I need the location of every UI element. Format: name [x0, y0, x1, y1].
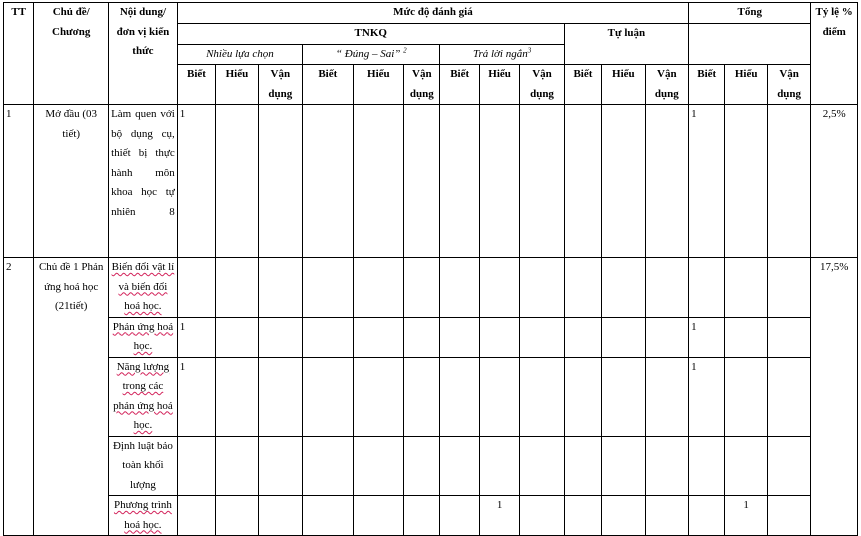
cell — [216, 436, 258, 496]
cell — [216, 357, 258, 436]
cell — [303, 436, 354, 496]
cell — [404, 258, 440, 318]
cell — [303, 105, 354, 258]
cell — [353, 357, 404, 436]
header-total-blank — [689, 24, 811, 65]
cell — [404, 105, 440, 258]
cell — [479, 357, 519, 436]
cell — [520, 357, 564, 436]
cell — [767, 317, 810, 357]
cell — [602, 496, 645, 536]
level-know: Biết — [564, 65, 601, 105]
cell — [404, 357, 440, 436]
table-row — [4, 258, 858, 318]
cell — [479, 436, 519, 496]
cell — [216, 317, 258, 357]
cell — [602, 258, 645, 318]
cell — [258, 258, 302, 318]
cell — [767, 496, 810, 536]
table-row — [4, 105, 858, 258]
row-content: Năng lượng trong các phản ứng hoá học. — [109, 357, 178, 436]
header-content: Nội dung/đơn vị kiến thức — [109, 3, 178, 105]
cell — [216, 105, 258, 258]
cell — [479, 258, 519, 318]
row-content: Phản ứng hoá học. — [109, 317, 178, 357]
cell — [404, 496, 440, 536]
cell — [353, 496, 404, 536]
cell — [645, 105, 689, 258]
level-understand: Hiểu — [602, 65, 645, 105]
header-true-false: “ Đúng – Sai” $^2$ — [303, 44, 440, 65]
cell — [564, 258, 601, 318]
cell — [258, 317, 302, 357]
cell — [767, 105, 810, 258]
cell — [258, 436, 302, 496]
cell: 1 — [177, 357, 215, 436]
cell — [602, 357, 645, 436]
row-content: Định luật bảo toàn khối lượng — [109, 436, 178, 496]
row-ratio: 2,5% — [811, 105, 858, 258]
cell — [564, 105, 601, 258]
header-ratio: Tỷ lệ % điểm — [811, 3, 858, 105]
cell — [767, 258, 810, 318]
cell — [479, 105, 519, 258]
cell — [440, 105, 479, 258]
cell — [479, 317, 519, 357]
header-short-answer: Trả lời ngắn$^3$ — [440, 44, 564, 65]
cell — [520, 317, 564, 357]
header-multiple-choice: Nhiều lựa chọn — [177, 44, 302, 65]
row-topic: Mở đầu (03 tiết) — [34, 105, 109, 258]
level-apply: Vận dụng — [404, 65, 440, 105]
cell — [767, 436, 810, 496]
cell — [258, 105, 302, 258]
cell — [303, 496, 354, 536]
cell: 1 — [725, 496, 767, 536]
cell — [645, 496, 689, 536]
cell — [725, 436, 767, 496]
level-apply: Vận dụng — [645, 65, 689, 105]
cell — [303, 357, 354, 436]
cell — [602, 317, 645, 357]
cell — [564, 357, 601, 436]
table-row — [4, 357, 858, 436]
cell — [440, 436, 479, 496]
header-tt: TT — [4, 3, 34, 105]
level-know: Biết — [689, 65, 725, 105]
cell — [725, 105, 767, 258]
level-know: Biết — [303, 65, 354, 105]
cell — [216, 258, 258, 318]
cell — [177, 258, 215, 318]
cell: 1 — [177, 105, 215, 258]
cell — [303, 258, 354, 318]
cell — [258, 496, 302, 536]
cell — [303, 317, 354, 357]
cell — [767, 357, 810, 436]
cell — [404, 436, 440, 496]
cell — [520, 258, 564, 318]
level-understand: Hiểu — [725, 65, 767, 105]
cell — [353, 436, 404, 496]
cell — [602, 436, 645, 496]
cell: 1 — [689, 317, 725, 357]
cell: 1 — [479, 496, 519, 536]
level-apply: Vận dụng — [767, 65, 810, 105]
cell — [440, 496, 479, 536]
cell: 1 — [689, 357, 725, 436]
row-content: Biến đổi vật lí và biến đổi hoá học. — [109, 258, 178, 318]
row-content: Phương trình hoá học. — [109, 496, 178, 536]
cell: 1 — [177, 317, 215, 357]
header-assessment-level: Mức độ đánh giá — [177, 3, 688, 24]
cell — [440, 317, 479, 357]
cell — [725, 317, 767, 357]
level-know: Biết — [177, 65, 215, 105]
cell — [689, 496, 725, 536]
cell: 1 — [689, 105, 725, 258]
cell — [520, 496, 564, 536]
row-tt: 1 — [4, 105, 34, 258]
cell — [520, 105, 564, 258]
assessment-matrix-table — [3, 2, 858, 536]
cell — [725, 258, 767, 318]
level-understand: Hiểu — [216, 65, 258, 105]
cell — [689, 436, 725, 496]
level-know: Biết — [440, 65, 479, 105]
cell — [689, 258, 725, 318]
level-apply: Vận dụng — [520, 65, 564, 105]
cell — [564, 496, 601, 536]
cell — [258, 357, 302, 436]
cell — [645, 258, 689, 318]
level-understand: Hiểu — [479, 65, 519, 105]
cell — [602, 105, 645, 258]
row-topic: Chủ đề 1 Phản ứng hoá học (21tiết) — [34, 258, 109, 536]
cell — [645, 357, 689, 436]
cell — [177, 496, 215, 536]
cell — [645, 436, 689, 496]
header-row-1 — [4, 3, 858, 24]
cell — [520, 436, 564, 496]
row-content: Làm quen với bộ dụng cụ, thiết bị thực hành môn khoa học tự nhiên 8 — [109, 105, 178, 258]
table-row — [4, 317, 858, 357]
cell — [353, 317, 404, 357]
cell — [404, 317, 440, 357]
cell — [353, 258, 404, 318]
header-total: Tổng — [689, 3, 811, 24]
header-topic: Chủ đề/ Chương — [34, 3, 109, 105]
table-row — [4, 436, 858, 496]
cell — [440, 357, 479, 436]
level-understand: Hiểu — [353, 65, 404, 105]
cell — [216, 496, 258, 536]
cell — [725, 357, 767, 436]
header-essay: Tự luận — [564, 24, 688, 65]
cell — [177, 436, 215, 496]
cell — [564, 317, 601, 357]
cell — [645, 317, 689, 357]
level-apply: Vận dụng — [258, 65, 302, 105]
row-ratio: 17,5% — [811, 258, 858, 536]
table-row — [4, 496, 858, 536]
header-tnkq: TNKQ — [177, 24, 564, 45]
cell — [564, 436, 601, 496]
cell — [353, 105, 404, 258]
row-tt: 2 — [4, 258, 34, 536]
cell — [440, 258, 479, 318]
